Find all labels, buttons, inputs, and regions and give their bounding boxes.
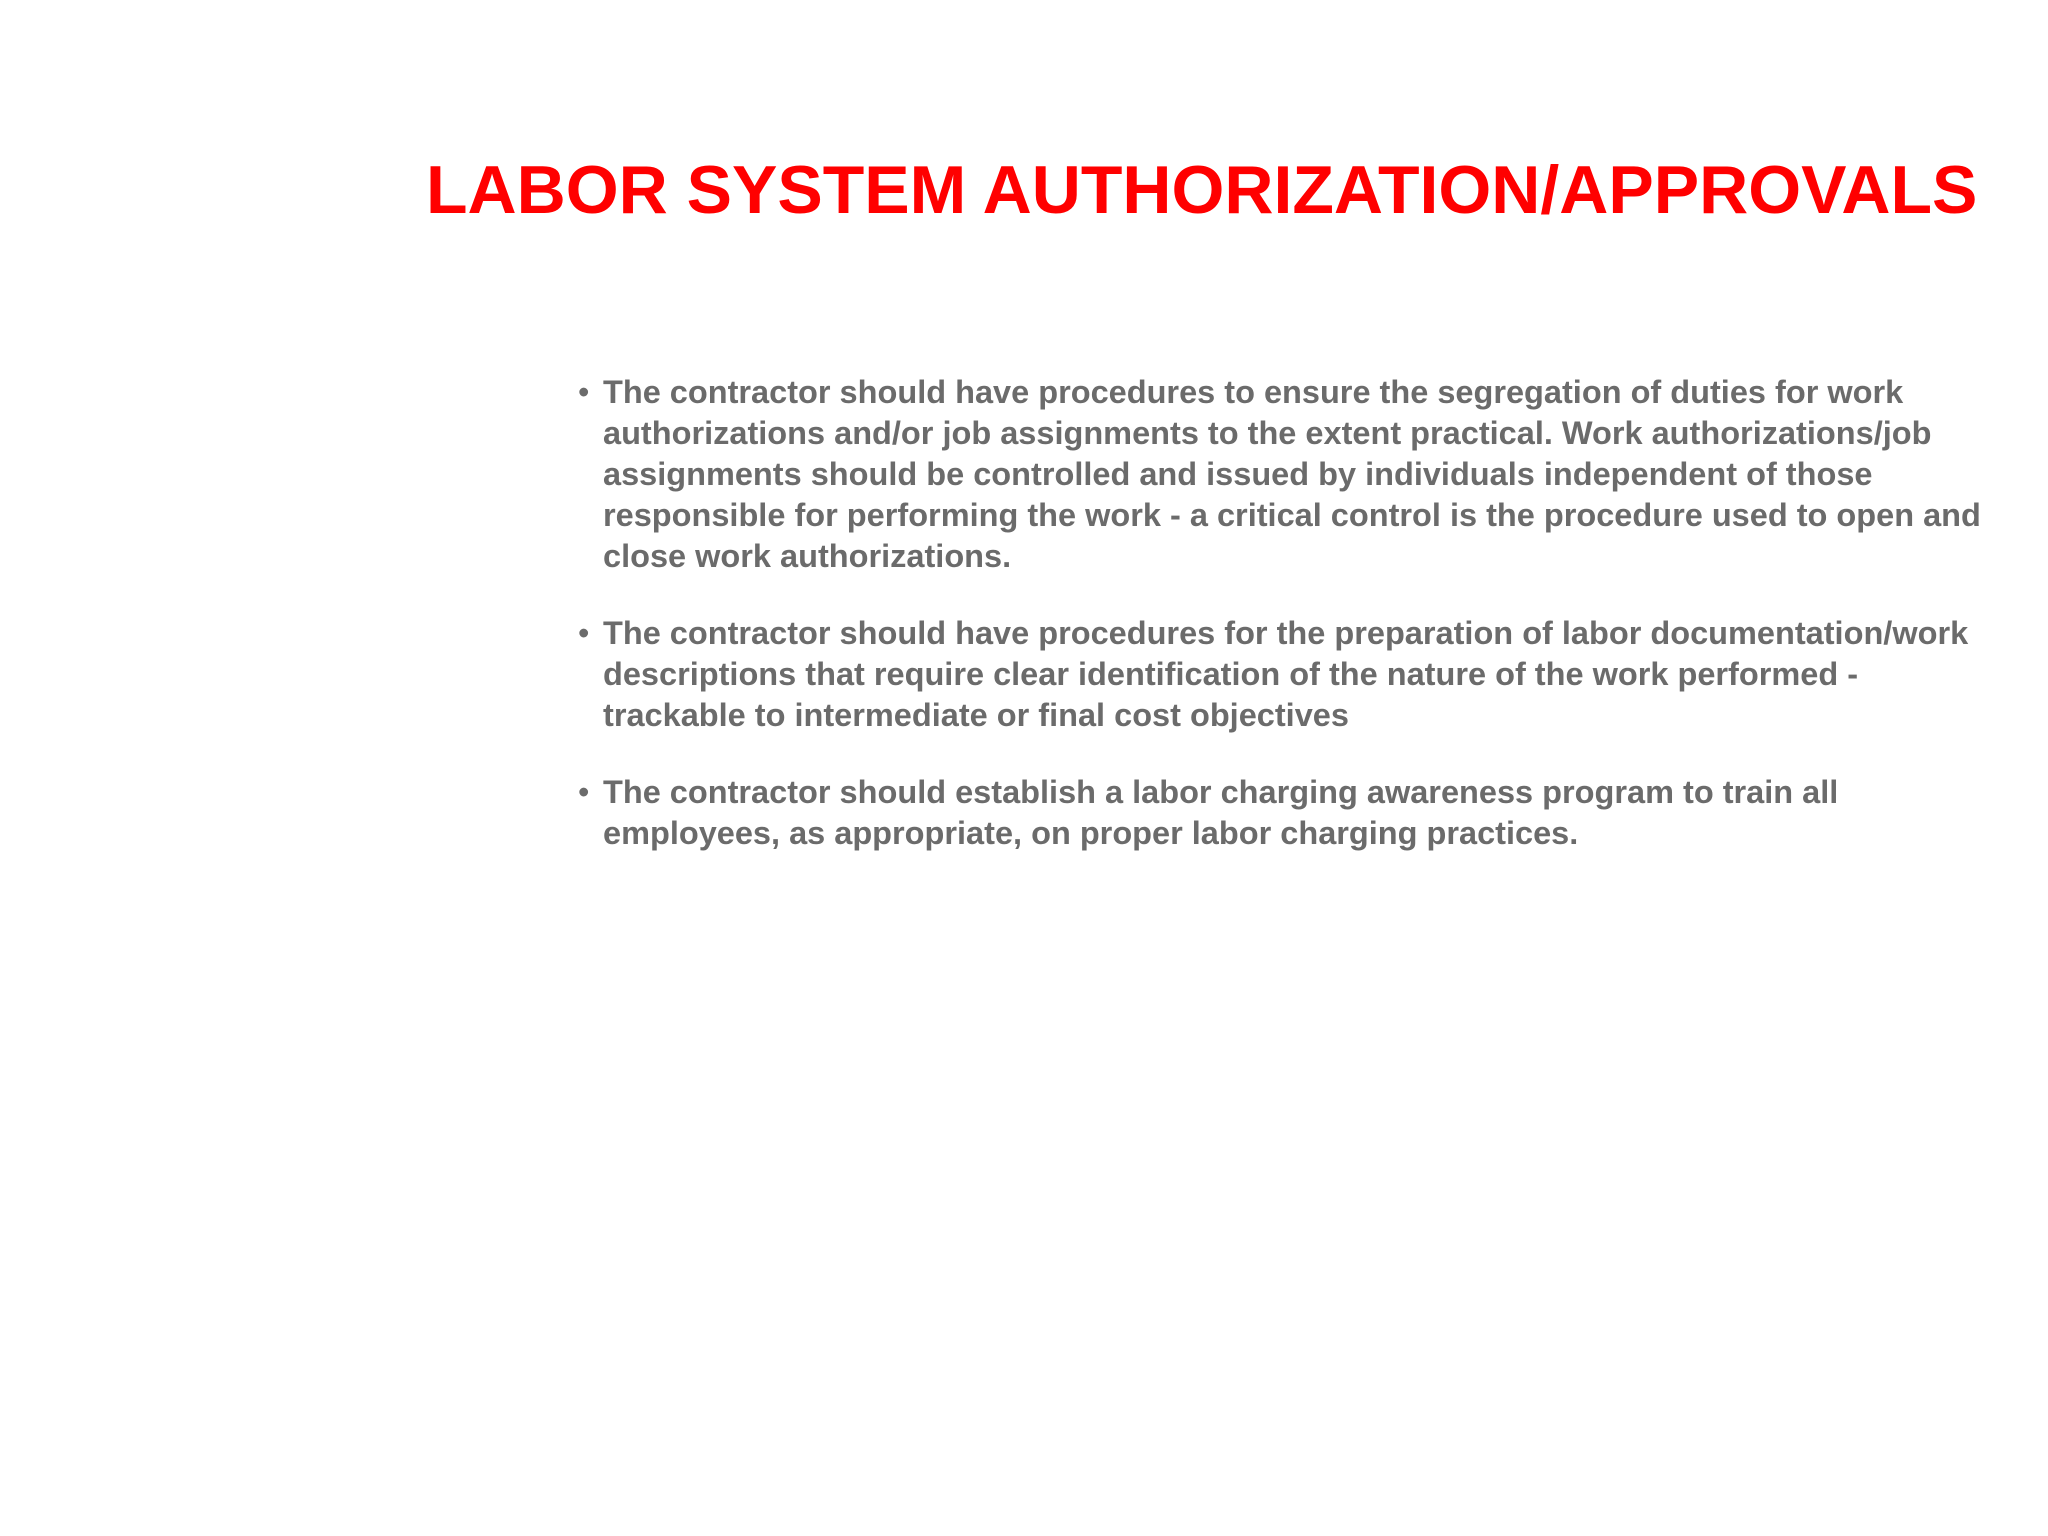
bullet-item (578, 613, 1988, 736)
bullet-dot-icon: • (578, 374, 590, 410)
bullet-dot-icon: • (578, 774, 590, 810)
bullet-text: The contractor should have procedures for the preparation of labor documentation/work descriptions that require clear identification of the nature of the work performed - trackable to intermediate or final cost objectives (603, 615, 1969, 733)
bullet-list (578, 372, 1988, 890)
slide-title: LABOR SYSTEM AUTHORIZATION/APPROVALS (426, 152, 1978, 228)
bullet-text: The contractor should have procedures to ensure the segregation of duties for work authorizations and/or job assignments to the extent practical. Work authorizations/job assignments should be controlled and issued by individuals independent of those responsible for performing the work - a critical control is the procedure used to open and close work authorizations. (603, 374, 1981, 574)
bullet-text: The contractor should establish a labor charging awareness program to train all employees, as appropriate, on proper labor charging practices. (603, 774, 1839, 851)
bullet-dot-icon: • (578, 615, 590, 651)
bullet-item (578, 772, 1988, 854)
bullet-item (578, 372, 1988, 577)
